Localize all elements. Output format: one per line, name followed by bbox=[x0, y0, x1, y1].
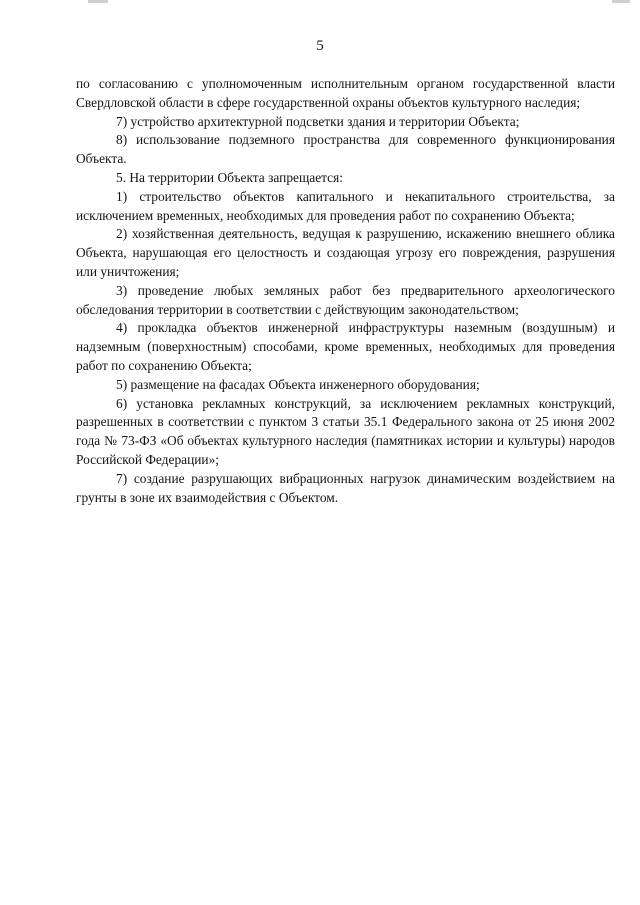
list-item-7-lighting: 7) устройство архитектурной подсветки здания и территории Объекта; bbox=[116, 113, 520, 129]
prohibition-item-7: 7) создание разрушающих вибрационных нагрузок динамическим воздействием на грунты в зоне их взаимодействия с Объектом. bbox=[76, 470, 615, 505]
paragraph-continuation: по согласованию с уполномоченным исполнительным органом государственной власти Свердловской области в сфере государственной охраны объектов культурного наследия; bbox=[76, 76, 615, 110]
prohibition-item-4: 4) прокладка объектов инженерной инфраструктуры наземным (воздушным) и надземным (поверхностным) способами, кроме временных, необходимых для проведения работ по сохранению Объекта; bbox=[76, 320, 615, 373]
prohibition-item-3: 3) проведение любых земляных работ без предварительного археологического обследования территории в соответствии с действующим законодательством; bbox=[76, 282, 615, 317]
prohibition-item-6: 6) установка рекламных конструкций, за исключением рекламных конструкций, разрешенных в соответствии с пунктом 3 статьи 35.1 Федерального закона от 25 июня 2002 года № 73-ФЗ «Об объектах культурного наследия (памятниках истории и культуры) народов Российской Федерации»; bbox=[76, 395, 615, 467]
prohibition-item-2: 2) хозяйственная деятельность, ведущая к разрушению, искажению внешнего облика Объекта, нарушающая его целостность и создающая угрозу его повреждения, разрушения или уничтожения; bbox=[76, 226, 615, 279]
list-item-8-underground: 8) использование подземного пространства для современного функционирования Объекта. bbox=[76, 132, 615, 167]
prohibition-item-5: 5) размещение на фасадах Объекта инженерного оборудования; bbox=[116, 376, 480, 392]
scan-edge-mark bbox=[88, 0, 108, 3]
document-body bbox=[76, 75, 615, 507]
scan-edge-mark bbox=[612, 0, 630, 3]
page-number: 5 bbox=[316, 38, 324, 54]
prohibition-item-1: 1) строительство объектов капитального и некапитального строительства, за исключением временных, необходимых для проведения работ по сохранению Объекта; bbox=[76, 188, 615, 223]
section-5-heading: 5. На территории Объекта запрещается: bbox=[116, 169, 343, 185]
